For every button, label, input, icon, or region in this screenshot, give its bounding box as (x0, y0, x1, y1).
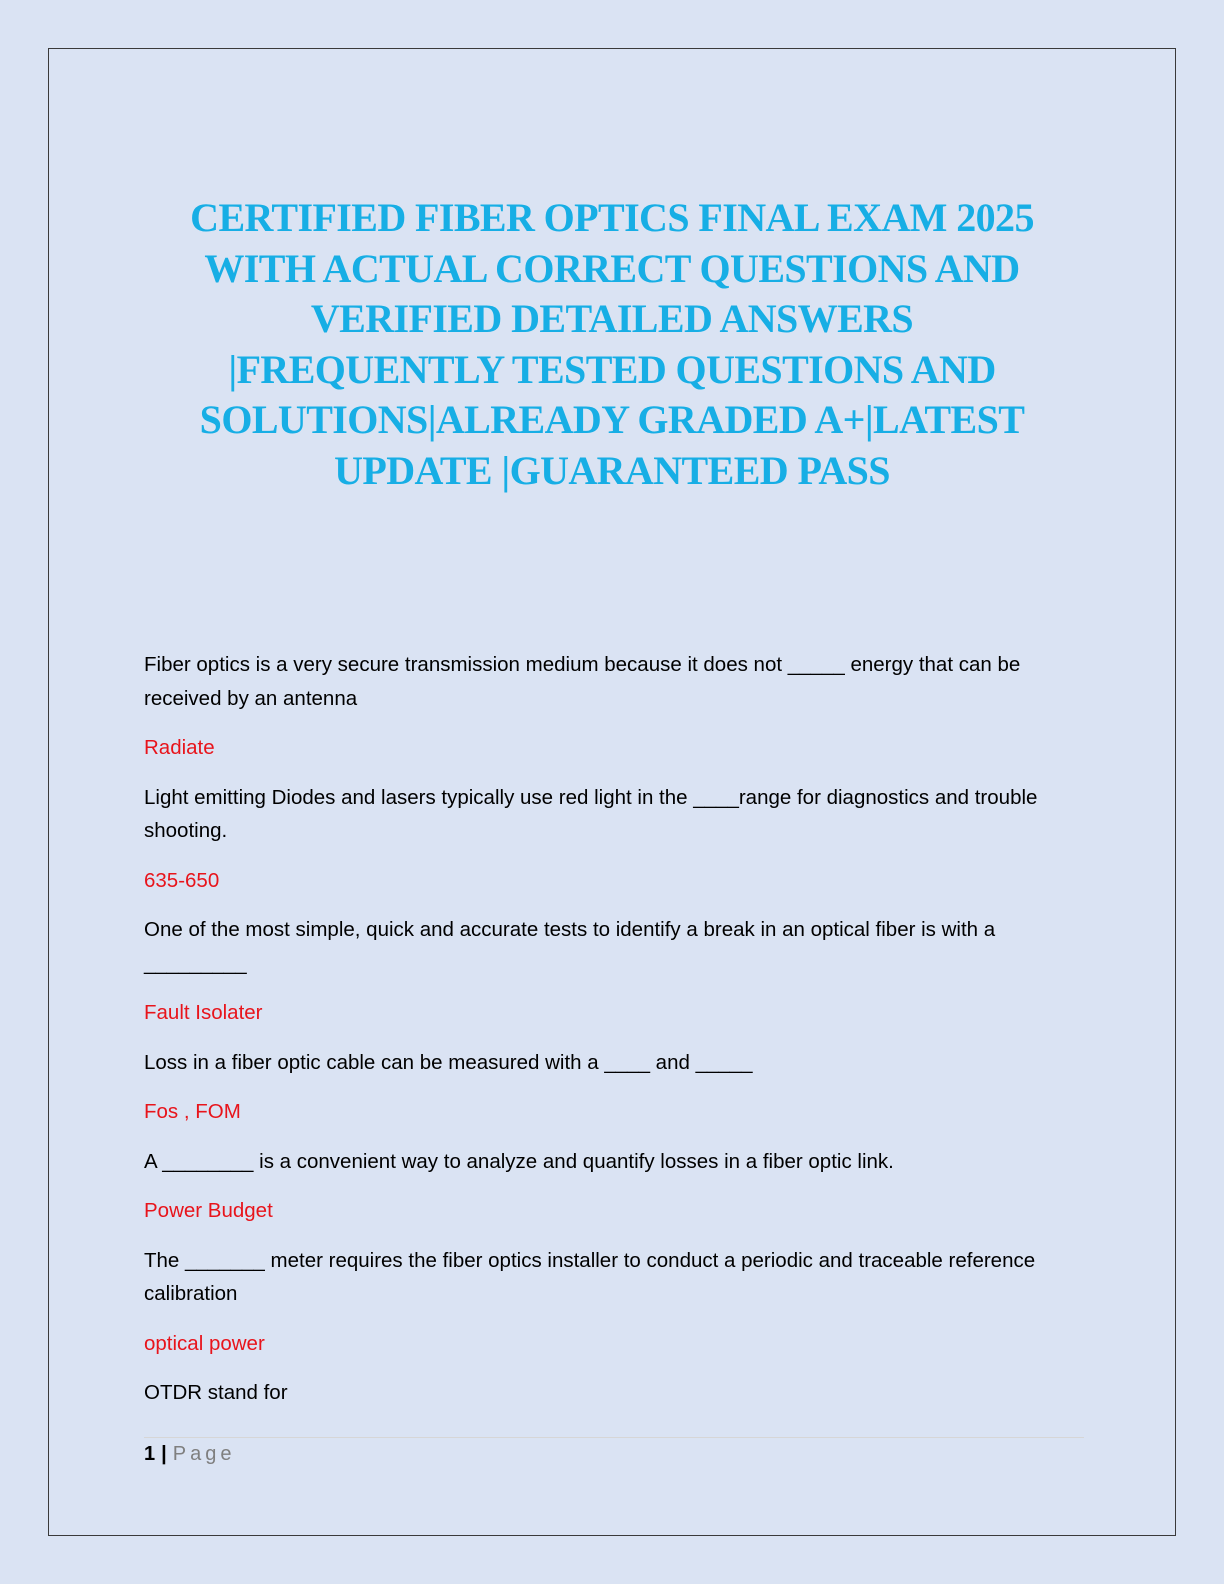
title-line: CERTIFIED FIBER OPTICS FINAL EXAM 2025 (190, 195, 1034, 240)
question-text: One of the most simple, quick and accurate tests to identify a break in an optical fiber is with a _________ (144, 918, 996, 975)
question-text: The _______ meter requires the fiber optics installer to conduct a periodic and traceable reference calibration (144, 1248, 1036, 1305)
answer-text: optical power (144, 1331, 265, 1355)
question-text: Fiber optics is a very secure transmission medium because it does not _____ energy that can be received by an antenna (144, 653, 1021, 710)
question-text: Loss in a fiber optic cable can be measured with a ____ and _____ (144, 1050, 753, 1074)
question-text: A ________ is a convenient way to analyze and quantify losses in a fiber optic link. (144, 1149, 894, 1173)
title-line: WITH ACTUAL CORRECT QUESTIONS AND (204, 245, 1020, 291)
footer-divider (144, 1437, 1084, 1438)
question-text: Light emitting Diodes and lasers typically use red light in the ____range for diagnostics and trouble shooting. (144, 785, 1038, 842)
answer-text: Fos , FOM (144, 1100, 241, 1123)
title-line: SOLUTIONS|ALREADY GRADED A+|LATEST (199, 397, 1025, 442)
title-line: VERIFIED DETAILED ANSWERS (310, 296, 914, 341)
answer-text: Fault Isolater (144, 1001, 263, 1024)
title-line: UPDATE |GUARANTEED PASS (334, 447, 890, 493)
answer-text: 635-650 (144, 868, 220, 892)
page-label: Page (172, 1443, 236, 1465)
page-number: 1 (144, 1443, 156, 1465)
footer-separator: | (161, 1443, 167, 1465)
answer-text: Power Budget (144, 1199, 273, 1222)
question-answer-list (144, 648, 1084, 1426)
document-title (130, 193, 1094, 496)
question-text: OTDR stand for (144, 1381, 288, 1404)
title-line: |FREQUENTLY TESTED QUESTIONS AND (228, 346, 996, 392)
answer-text: Radiate (144, 736, 215, 759)
page-footer (144, 1441, 235, 1467)
